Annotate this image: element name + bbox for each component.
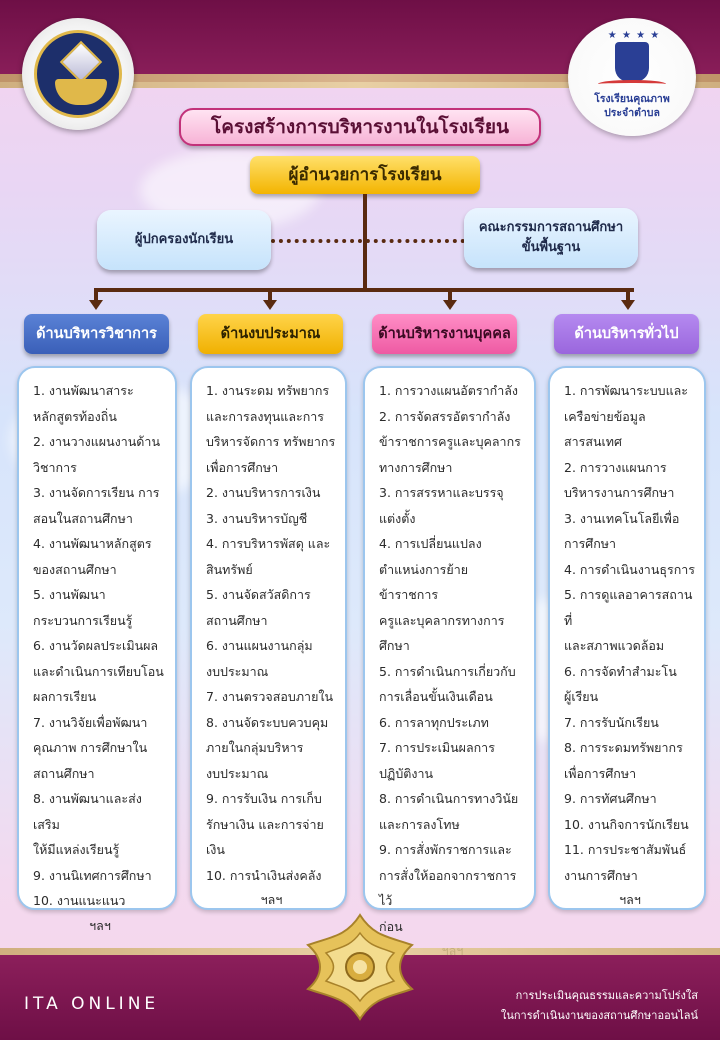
book-icon (598, 80, 666, 88)
stars-icon: ★ ★ ★ ★ (607, 30, 661, 41)
arrow-down-icon (443, 300, 457, 310)
list-item: งบประมาณ (206, 663, 269, 679)
list-item: 6. งานวัดผลประเมินผล (33, 638, 159, 653)
emblem-ring (34, 30, 122, 118)
dept-budget-header: ด้านงบประมาณ (198, 314, 343, 354)
list-item: 6. งานแผนงานกลุ่ม (206, 638, 313, 653)
footer-description (458, 986, 698, 1026)
list-item: ให้มีแหล่งเรียนรู้ (33, 842, 120, 857)
list-item: และการลงโทษ (379, 816, 460, 832)
arrow-down-icon (89, 300, 103, 310)
list-end-marker: ฯลฯ (89, 917, 111, 933)
list-item: 1. งานพัฒนาสาระ (33, 383, 134, 398)
list-item: ก่อน (379, 918, 403, 934)
list-item: และสภาพแวดล้อม (564, 638, 665, 653)
arrow-down-icon (621, 300, 635, 310)
list-item: สถานศึกษา (206, 612, 268, 628)
list-item: 5. งานจัดสวัสดิการ (206, 587, 311, 602)
list-item: 10. การนำเงินส่งคลัง (206, 867, 322, 883)
list-item: 9. งานนิเทศการศึกษา (33, 867, 152, 883)
logo-text-line2: ประจำตำบล (604, 107, 660, 119)
list-item: 7. งานตรวจสอบภายใน (206, 689, 334, 704)
list-item: 3. งานจัดการเรียน การ (33, 485, 160, 500)
list-item: 1. การวางแผนอัตรากำลัง (379, 383, 518, 398)
list-item: 3. งานบริหารบัญชี (206, 510, 308, 526)
list-item: 1. งานระดม ทรัพยากร (206, 383, 330, 398)
list-item: 10. งานแนะแนว (33, 893, 126, 908)
dept-general-header: ด้านบริหารทั่วไป (554, 314, 699, 354)
list-item: 11. การประชาสัมพันธ์ (564, 842, 687, 857)
list-item: 8. งานจัดระบบควบคุม (206, 714, 329, 730)
list-item: ครูและบุคลากรทางการ (379, 612, 505, 628)
connector-horizontal (94, 288, 634, 292)
quality-school-logo-text (578, 92, 686, 120)
ita-online-label: ITA ONLINE (24, 994, 160, 1014)
list-item: 2. งานวางแผนงานด้าน (33, 434, 160, 449)
list-item: ปฏิบัติงาน (379, 765, 434, 781)
list-item: สินทรัพย์ (206, 561, 253, 577)
list-item: และการลงทุนและการ (206, 408, 325, 424)
list-item: และดำเนินการเทียบโอน (33, 663, 164, 679)
director-box: ผู้อำนวยการโรงเรียน (250, 156, 480, 194)
list-item: บริหารจัดการ ทรัพยากร (206, 434, 336, 449)
list-item: ทางการศึกษา (379, 459, 453, 475)
list-item: ตำแหน่งการย้ายข้าราชการ (379, 561, 469, 602)
list-item: วิชาการ (33, 459, 77, 475)
school-emblem-logo (22, 18, 134, 130)
list-item: 8. การระดมทรัพยากร (564, 740, 683, 755)
dept-personnel-header: ด้านบริหารงานบุคคล (372, 314, 517, 354)
list-item: 6. การจัดทำสำมะโน (564, 663, 677, 679)
list-item: 4. งานพัฒนาหลักสูตร (33, 536, 152, 551)
list-item: คุณภาพ การศึกษาใน (33, 740, 148, 755)
list-item: 9. การทัศนศึกษา (564, 791, 657, 806)
list-item: 4. การบริหารพัสดุ และ (206, 536, 331, 551)
list-item: 8. การดำเนินการทางวินัย (379, 791, 519, 806)
list-item: ข้าราชการครูและบุคลากร (379, 434, 521, 449)
list-item: 7. การรับนักเรียน (564, 714, 659, 730)
list-item: สอนในสถานศึกษา (33, 510, 133, 526)
list-item: 4. การเปลี่ยนแปลง (379, 536, 482, 551)
list-item: 7. การประเมินผลการ (379, 740, 495, 755)
logo-text-line1: โรงเรียนคุณภาพ (594, 93, 670, 105)
list-item: 8. งานพัฒนาและส่งเสริม (33, 791, 142, 832)
parents-box: ผู้ปกครองนักเรียน (97, 210, 271, 270)
list-item: แต่งตั้ง (379, 510, 416, 526)
quality-school-logo (568, 18, 696, 136)
list-item: 3. การสรรหาและบรรจุ (379, 485, 504, 500)
dept-academic-list (17, 366, 177, 933)
list-item: ผู้เรียน (564, 689, 599, 704)
dept-budget-list (190, 366, 347, 910)
list-item: 6. การลาทุกประเภท (379, 714, 489, 730)
list-item: เพื่อการศึกษา (206, 459, 279, 475)
dept-personnel-list (363, 366, 536, 934)
list-item: การเลื่อนขั้นเงินเดือน (379, 689, 493, 704)
list-item: 3. งานเทคโนโลยีเพื่อ (564, 510, 680, 526)
list-item: สถานศึกษา (33, 765, 95, 781)
shield-icon (615, 42, 649, 82)
list-item: การสั่งให้ออกจากราชการไว้ (379, 867, 517, 908)
footer-line1: การประเมินคุณธรรมและความโปร่งใส (515, 989, 698, 1002)
list-item: 9. การสั่งพักราชการและ (379, 842, 512, 857)
list-item: 2. การจัดสรรอัตรากำลัง (379, 408, 511, 424)
list-item: 2. งานบริหารการเงิน (206, 485, 321, 500)
list-item: หลักสูตรท้องถิ่น (33, 408, 117, 424)
footer-line2: ในการดำเนินงานของสถานศึกษาออนไลน์ (501, 1009, 698, 1022)
list-item: 10. งานกิจการนักเรียน (564, 816, 689, 832)
list-item: ศึกษา (379, 638, 410, 653)
list-item: เครือข่ายข้อมูล (564, 408, 646, 424)
connector-dotted (271, 239, 465, 243)
list-item: ของสถานศึกษา (33, 561, 117, 577)
list-item: 5. การดำเนินการเกี่ยวกับ (379, 663, 516, 679)
list-item: เพื่อการศึกษา (564, 765, 637, 781)
list-item: 9. การรับเงิน การเก็บ (206, 791, 322, 806)
list-item: ภายในกลุ่มบริหาร (206, 740, 304, 755)
list-item: 7. งานวิจัยเพื่อพัฒนา (33, 714, 148, 730)
list-item: สารสนเทศ (564, 434, 622, 449)
list-item: กระบวนการเรียนรู้ (33, 612, 133, 628)
diamond-icon (60, 41, 102, 83)
list-item: รักษาเงิน และการจ่ายเงิน (206, 816, 324, 857)
list-item: 5. งานพัฒนา (33, 587, 106, 602)
list-item: 1. การพัฒนาระบบและ (564, 383, 689, 398)
list-item: บริหารงานการศึกษา (564, 485, 675, 500)
emblem-base-icon (55, 79, 107, 105)
list-item: 5. การดูแลอาคารสถานที่ (564, 587, 693, 628)
page-title: โครงสร้างการบริหารงานในโรงเรียน (179, 108, 541, 146)
dept-academic-header: ด้านบริหารวิชาการ (24, 314, 169, 354)
dept-general-list (548, 366, 706, 910)
school-board-box (464, 208, 638, 268)
list-item: 4. การดำเนินงานธุรการ (564, 561, 696, 577)
school-board-line2: ขั้นพื้นฐาน (521, 240, 581, 255)
school-board-line1: คณะกรรมการสถานศึกษา (478, 220, 624, 235)
list-item: 2. การวางแผนการ (564, 459, 667, 475)
list-item: การศึกษา (564, 536, 617, 551)
arrow-down-icon (263, 300, 277, 310)
list-item: ผลการเรียน (33, 689, 97, 704)
list-item: งานการศึกษา (564, 867, 638, 883)
thai-flower-ornament-icon (300, 912, 420, 1022)
list-end-marker: ฯลฯ (260, 892, 283, 907)
list-end-marker: ฯลฯ (619, 892, 641, 907)
list-item: งบประมาณ (206, 765, 269, 781)
